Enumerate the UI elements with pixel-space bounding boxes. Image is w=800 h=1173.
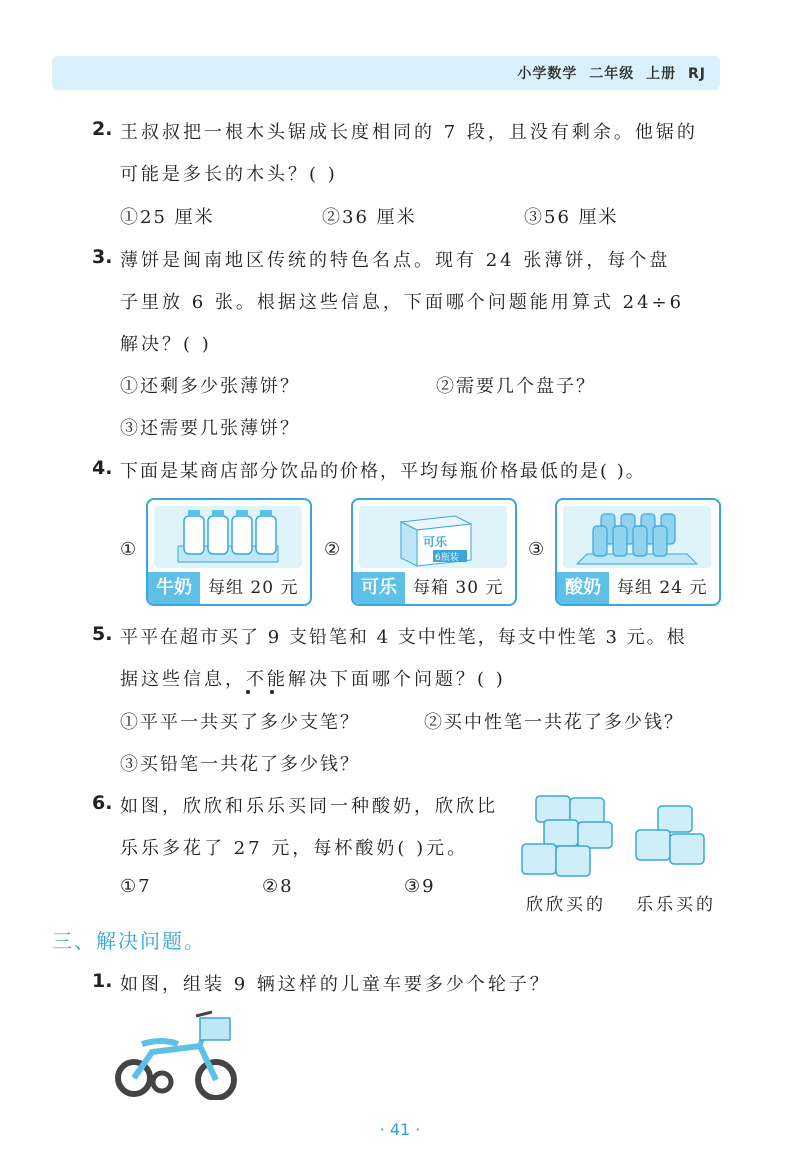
question-3-line-3: 解决？( ) bbox=[120, 334, 212, 355]
emphasis-dot bbox=[270, 690, 274, 694]
question-5-option-2: ②买中性笔一共花了多少钱？ bbox=[424, 712, 684, 733]
question-5-option-3: ③买铅笔一共花了多少钱？ bbox=[120, 754, 360, 775]
yogurt-card bbox=[555, 498, 721, 606]
question-4-number: 4. bbox=[92, 457, 113, 479]
question-2-option-2: ②36 厘米 bbox=[322, 207, 417, 228]
question-3-line-2: 子里放 6 张。根据这些信息，下面哪个问题能用算式 24÷6 bbox=[120, 292, 685, 313]
cola-box-label: 可乐 bbox=[423, 535, 448, 549]
cola-tag: 可乐 bbox=[353, 572, 405, 604]
yogurt-cups-image bbox=[518, 790, 718, 890]
question-2-number: 2. bbox=[92, 118, 113, 140]
caption-lele: 乐乐买的 bbox=[636, 895, 716, 915]
cola-box-sublabel: 6瓶装 bbox=[435, 553, 459, 563]
question-3-option-3: ③还需要几张薄饼？ bbox=[120, 418, 300, 439]
question-6-line-1: 如图，欣欣和乐乐买同一种酸奶，欣欣比 bbox=[120, 796, 498, 817]
question-3-line-1: 薄饼是闽南地区传统的特色名点。现有 24 张薄饼，每个盘 bbox=[120, 250, 671, 271]
milk-price: 每组 20 元 bbox=[208, 578, 299, 598]
question-4-marker-1: ① bbox=[120, 539, 137, 560]
yogurt-bottles-image bbox=[563, 506, 711, 568]
section-3-question-1-number: 1. bbox=[92, 970, 113, 992]
question-5-number: 5. bbox=[92, 623, 113, 645]
question-4-marker-2: ② bbox=[324, 539, 341, 560]
cola-price: 每箱 30 元 bbox=[413, 578, 504, 598]
cola-box-image bbox=[359, 506, 507, 568]
question-5-line-2: 据这些信息，不能解决下面哪个问题？( ) bbox=[120, 669, 506, 690]
question-6-option-2: ②8 bbox=[262, 876, 294, 897]
question-2-line-2: 可能是多长的木头？( ) bbox=[120, 164, 338, 185]
question-4-marker-3: ③ bbox=[528, 539, 545, 560]
emphasis-dot bbox=[246, 690, 250, 694]
question-2-line-1: 王叔叔把一根木头锯成长度相同的 7 段，且没有剩余。他锯的 bbox=[120, 122, 698, 143]
yogurt-price: 每组 24 元 bbox=[617, 578, 708, 598]
section-title: 三、解决问题。 bbox=[52, 929, 206, 953]
question-3-option-1: ①还剩多少张薄饼？ bbox=[120, 376, 300, 397]
caption-xinxin: 欣欣买的 bbox=[526, 895, 606, 915]
header-bar bbox=[52, 56, 720, 90]
question-2-option-1: ①25 厘米 bbox=[120, 207, 215, 228]
question-4-line-1: 下面是某商店部分饮品的价格，平均每瓶价格最低的是( )。 bbox=[120, 461, 646, 482]
milk-card bbox=[146, 498, 312, 606]
question-3-option-2: ②需要几个盘子？ bbox=[436, 376, 596, 397]
page-number: · 41 · bbox=[379, 1120, 421, 1139]
section-3-question-1-line-1: 如图，组装 9 辆这样的儿童车要多少个轮子？ bbox=[120, 974, 551, 995]
question-6-number: 6. bbox=[92, 792, 113, 814]
milk-bottles-image bbox=[154, 506, 302, 568]
question-3-number: 3. bbox=[92, 246, 113, 268]
question-5-line-1: 平平在超市买了 9 支铅笔和 4 支中性笔，每支中性笔 3 元。根 bbox=[120, 627, 687, 648]
question-6-option-1: ①7 bbox=[120, 876, 152, 897]
cola-card bbox=[351, 498, 517, 606]
question-5-option-1: ①平平一共买了多少支笔？ bbox=[120, 712, 360, 733]
question-6-line-2: 乐乐多花了 27 元，每杯酸奶( )元。 bbox=[120, 838, 469, 859]
question-6-option-3: ③9 bbox=[404, 876, 436, 897]
yogurt-tag: 酸奶 bbox=[557, 572, 609, 604]
header-text: 小学数学 二年级 上册 RJ bbox=[517, 66, 706, 82]
milk-tag: 牛奶 bbox=[148, 572, 200, 604]
question-2-option-3: ③56 厘米 bbox=[524, 207, 619, 228]
tricycle-image bbox=[112, 1010, 242, 1100]
